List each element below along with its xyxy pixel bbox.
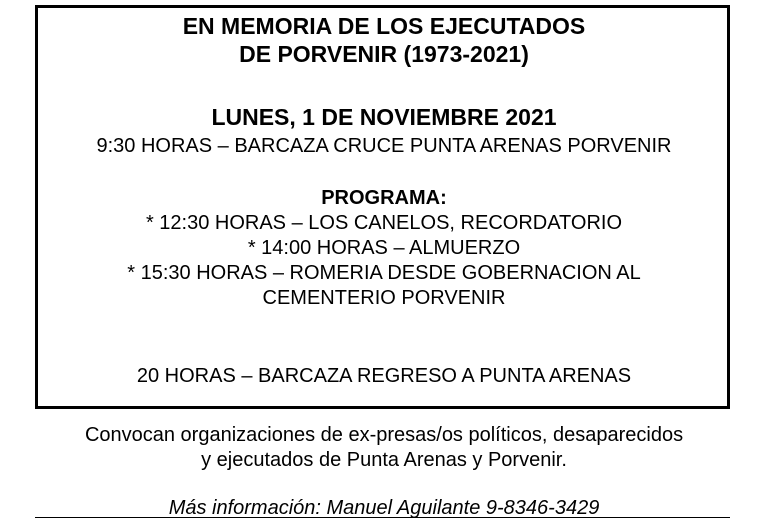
return-time: 20 HORAS – BARCAZA REGRESO A PUNTA ARENAS (136, 365, 632, 387)
programa-item: * 12:30 HORAS – LOS CANELOS, RECORDATORIO (145, 212, 623, 234)
event-date: LUNES, 1 DE NOVIEMBRE 2021 (211, 104, 557, 130)
convocan-line-1: Convocan organizaciones de ex-presas/os políticos, desaparecidos (84, 424, 684, 446)
footer-divider (35, 517, 730, 518)
contact-info: Más información: Manuel Aguilante 9-8346-3429 (168, 497, 600, 519)
title-line-1: EN MEMORIA DE LOS EJECUTADOS (182, 13, 586, 39)
programa-item: CEMENTERIO PORVENIR (262, 287, 506, 309)
title-line-2: DE PORVENIR (1973-2021) (239, 41, 529, 67)
convocan-line-2: y ejecutados de Punta Arenas y Porvenir. (201, 449, 567, 471)
programa-heading: PROGRAMA: (321, 187, 447, 209)
programa-item: * 15:30 HORAS – ROMERIA DESDE GOBERNACION AL (127, 262, 641, 284)
departure-time: 9:30 HORAS – BARCAZA CRUCE PUNTA ARENAS PORVENIR (96, 135, 672, 157)
programa-item: * 14:00 HORAS – ALMUERZO (247, 237, 521, 259)
